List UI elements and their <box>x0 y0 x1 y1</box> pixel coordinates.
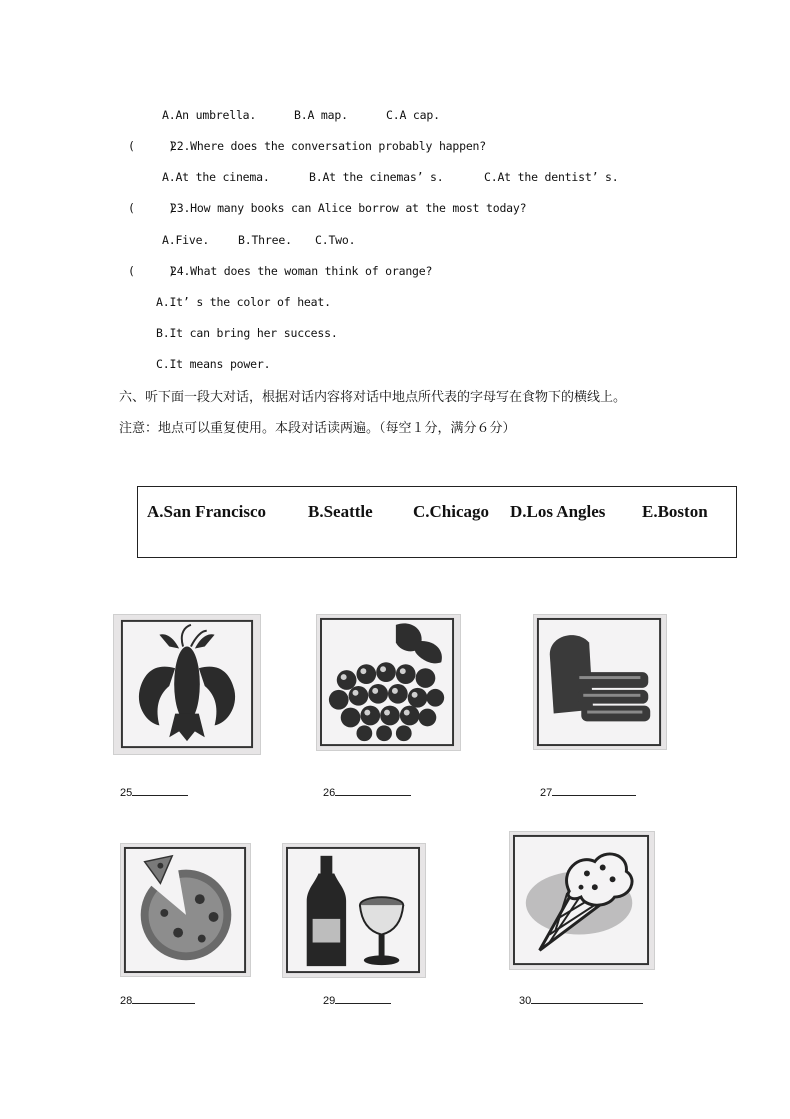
wine-picture <box>282 843 426 978</box>
grapes-picture <box>316 614 461 751</box>
ice-cream-icon <box>510 832 654 969</box>
lobster-picture <box>113 614 261 755</box>
question-23: 23.How many books can Alice borrow at the most today? <box>170 201 527 215</box>
wine-icon <box>283 844 425 977</box>
answer-paren-24[interactable]: ( ) <box>128 264 176 278</box>
place-a: A.San Francisco <box>147 502 266 521</box>
item-number-25: 25 <box>120 787 133 799</box>
q23-option-c: C.Two. <box>315 233 356 247</box>
answer-paren-22[interactable]: ( ) <box>128 139 176 153</box>
item-number-26: 26 <box>323 787 336 799</box>
blank-30[interactable] <box>519 993 643 1007</box>
q22-option-a: A.At the cinema. <box>162 170 270 184</box>
q23-option-b: B.Three. <box>238 233 292 247</box>
places-box <box>137 486 737 558</box>
q21-option-a: A.An umbrella. <box>162 108 257 122</box>
pizza-icon <box>121 844 250 976</box>
blank-25[interactable] <box>120 785 188 799</box>
item-number-29: 29 <box>323 995 336 1007</box>
grapes-icon <box>317 615 460 750</box>
place-e: E.Boston <box>642 502 708 521</box>
place-c: C.Chicago <box>413 502 490 521</box>
q24-option-c: C.It means power. <box>156 357 271 371</box>
item-number-30: 30 <box>519 995 532 1007</box>
answer-paren-23[interactable]: ( ) <box>128 201 176 215</box>
q21-option-c: C.A cap. <box>386 108 440 122</box>
item-number-27: 27 <box>540 787 553 799</box>
section-6-instruction: 六、听下面一段大对话，根据对话内容将对话中地点所代表的字母写在食物下的横线上。 <box>119 390 627 405</box>
blank-26[interactable] <box>323 785 411 799</box>
pizza-picture <box>120 843 251 977</box>
place-b: B.Seattle <box>308 502 373 521</box>
q24-option-a: A.It’ s the color of heat. <box>156 295 331 309</box>
q21-option-b: B.A map. <box>294 108 348 122</box>
item-number-28: 28 <box>120 995 133 1007</box>
blank-29[interactable] <box>323 993 391 1007</box>
ice-cream-picture <box>509 831 655 970</box>
question-22: 22.Where does the conversation probably happen? <box>170 139 487 153</box>
lobster-icon <box>114 615 260 754</box>
bread-picture <box>533 614 667 750</box>
q22-option-b: B.At the cinemas’ s. <box>309 170 444 184</box>
blank-27[interactable] <box>540 785 636 799</box>
bread-icon <box>534 615 666 749</box>
q23-option-a: A.Five. <box>162 233 210 247</box>
blank-28[interactable] <box>120 993 195 1007</box>
question-24: 24.What does the woman think of orange? <box>170 264 433 278</box>
section-6-note: 注意：地点可以重复使用。本段对话读两遍。（每空１分，满分６分） <box>119 421 516 436</box>
q24-option-b: B.It can bring her success. <box>156 326 338 340</box>
q22-option-c: C.At the dentist’ s. <box>484 170 619 184</box>
place-d: D.Los Angles <box>510 502 606 521</box>
